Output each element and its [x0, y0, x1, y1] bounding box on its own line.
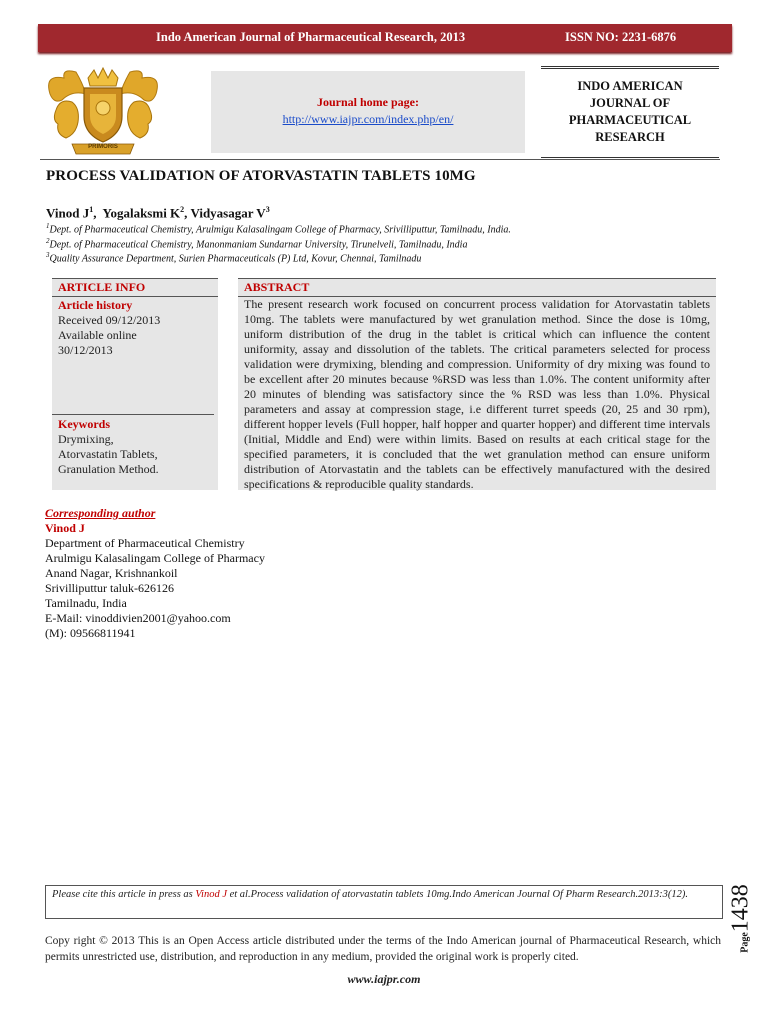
journal-title-line: INDO AMERICAN	[577, 79, 683, 93]
affiliation	[46, 251, 421, 264]
copyright-notice: Copy right © 2013 This is an Open Access article distributed under the terms of the Indo American journal of Pharmaceutical Research, which permits unrestricted use, distribution, and reproduction in any medium, provided the original work is properly cited.	[45, 935, 721, 963]
journal-homepage-box	[211, 71, 525, 153]
author-affiliation-mark: 1	[89, 205, 94, 214]
address-line: Arulmigu Kalasalingam College of Pharmacy	[45, 551, 265, 565]
page-number	[720, 873, 760, 963]
paper-title: PROCESS VALIDATION OF ATORVASTATIN TABLETS 10MG	[46, 168, 476, 184]
address-line: Department of Pharmaceutical Chemistry	[45, 536, 245, 550]
article-info-heading: ARTICLE INFO	[52, 278, 218, 297]
journal-website[interactable]: www.iajpr.com	[347, 972, 421, 986]
affiliation-mark: 2	[46, 237, 50, 245]
corresponding-author-name: Vinod J	[45, 521, 85, 535]
issn-text: ISSN NO: 2231-6876	[565, 30, 677, 44]
citation-suffix: et al.Process validation of atorvastatin tablets 10mg.Indo American Journal Of Pharm Research.2013:3(12).	[229, 889, 688, 900]
page-label: Page	[739, 932, 751, 953]
keyword: Drymixing,	[58, 432, 114, 446]
abstract-text: The present research work focused on concurrent process validation for Atorvastatin tablets 10mg. The tablets were manufactured by wet granulation method. Since the dose is 10mg, uniform distribution of the drug in the tablet is critical which can influence the content uniformity, assay and dissolution of the tablets. The critical parameters selected for process validation were drymixing, blending and compression. Uniformity of dry mixing was found to be excellent after 20 minutes because %RSD was less than 1.0%. The content uniformity after 20 minutes of blending was satisfactory since the % RSD was less than 1.0%. Physical parameters and assay at compression stage, i.e different turret speeds (20, 25 and 30 rpm), different hopper levels (Full hopper, half hopper and quarter hopper) and different time intervals (Initial, Middle and End) were within limits. Based on results at each critical stage for the specified parameters, it is concluded that the wet granulation method can ensure uniform distribution of Atorvastatin and the tablets can be effectively manufactured with the desired specifications & reproducible quality standards.	[244, 297, 710, 491]
article-history-heading: Article history	[58, 298, 133, 312]
history-line: Available online	[58, 328, 137, 342]
keyword: Granulation Method.	[58, 462, 159, 476]
article-info-panel	[52, 278, 218, 490]
keywords-heading: Keywords	[58, 417, 110, 431]
abstract-panel	[238, 278, 716, 490]
corresponding-author-block	[45, 506, 265, 641]
affiliation-mark: 3	[46, 251, 50, 259]
history-line: Received 09/12/2013	[58, 313, 161, 327]
author-list: Vinod $J^1$, Yogalaksmi $K^2$, Vidyasagar $V^3$	[46, 205, 270, 221]
affiliation-mark: 1	[46, 222, 50, 230]
address-line: Tamilnadu, India	[45, 596, 127, 610]
header-divider	[40, 159, 720, 160]
phone-line: (M): 09566811941	[45, 626, 136, 640]
citation-box	[45, 885, 723, 919]
journal-title-line: RESEARCH	[595, 130, 665, 144]
address-line: Anand Nagar, Krishnankoil	[45, 566, 178, 580]
citation-author: Vinod J	[195, 889, 227, 900]
address-line: Srivilliputtur taluk-626126	[45, 581, 174, 595]
citation-prefix: Please cite this article in press as	[52, 889, 193, 900]
journal-title-box	[541, 66, 719, 160]
author-name: Vidyasagar V	[190, 205, 266, 221]
author-name: Yogalaksmi K	[102, 205, 181, 221]
homepage-link[interactable]: http://www.iajpr.com/index.php/en/	[282, 112, 454, 126]
journal-title-line: PHARMACEUTICAL	[568, 113, 692, 127]
affiliation-text: Quality Assurance Department, Surien Pharmaceuticals (P) Ltd, Kovur, Chennai, Tamilnadu	[49, 253, 422, 265]
homepage-label: Journal home page:	[317, 95, 419, 109]
author-name: Vinod J	[46, 205, 90, 221]
affiliation-text: Dept. of Pharmaceutical Chemistry, Manonmaniam Sundarnar University, Tirunelveli, Tamilnadu, India	[49, 239, 468, 251]
affiliation-text: Dept. of Pharmaceutical Chemistry, Arulmigu Kalasalingam College of Pharmacy, Srivilliputtur, Tamilnadu, India.	[49, 224, 511, 236]
journal-header-band	[38, 24, 732, 52]
affiliation	[46, 237, 467, 250]
journal-logo	[42, 64, 164, 158]
journal-year-text: Indo American Journal of Pharmaceutical Research, 2013	[156, 30, 466, 44]
author-affiliation-mark: 2	[180, 205, 185, 214]
keyword: Atorvastatin Tablets,	[58, 447, 158, 461]
history-line: 30/12/2013	[58, 343, 113, 357]
email-line: E-Mail: vinoddivien2001@yahoo.com	[45, 611, 231, 625]
abstract-heading: ABSTRACT	[238, 278, 716, 297]
corresponding-author-heading: Corresponding author	[45, 506, 156, 520]
author-affiliation-mark: 3	[265, 205, 270, 214]
logo-ribbon-text: PRIMORIS	[88, 144, 118, 150]
affiliation	[46, 222, 511, 235]
journal-title-line: JOURNAL OF	[589, 96, 671, 110]
page-number-value: 1438	[727, 884, 754, 933]
